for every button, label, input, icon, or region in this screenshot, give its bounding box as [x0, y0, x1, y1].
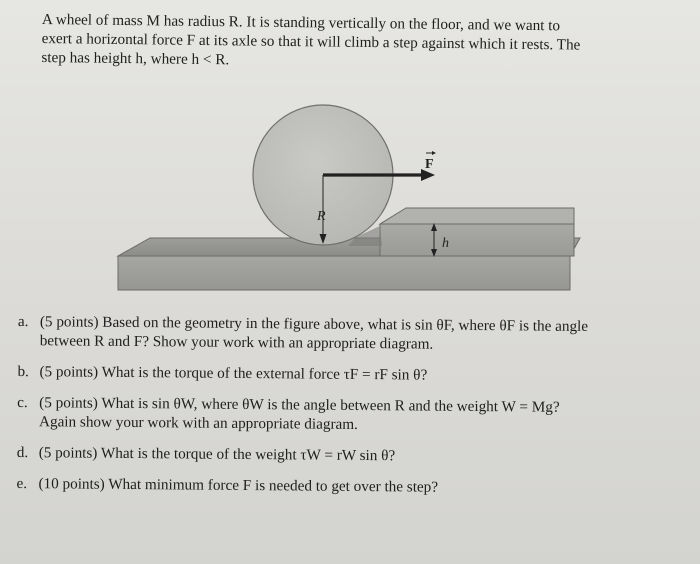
question-text	[39, 393, 687, 437]
question-b	[17, 362, 687, 387]
question-line: Again show your work with an appropriate diagram.	[38, 413, 358, 433]
intro-line: exert a horizontal force F at its axle so that it will climb a step against which it rests. The	[41, 29, 581, 54]
question-line: (5 points) Based on the geometry in the figure above, what is sin θF, where θF is the angle	[39, 313, 589, 335]
intro-line: step has height h, where h < R.	[41, 48, 230, 69]
questions-list	[16, 312, 688, 511]
question-line: (5 points) What is sin θW, where θW is the angle between R and the weight W = Mg?	[39, 394, 560, 416]
question-label: b.	[17, 362, 29, 381]
question-label: d.	[16, 443, 29, 462]
question-label: e.	[16, 474, 28, 493]
question-line: (5 points) What is the torque of the external force τF = rF sin θ?	[39, 363, 428, 384]
question-line: (10 points) What minimum force F is needed to get over the step?	[38, 475, 439, 496]
question-d	[17, 443, 687, 468]
force-vector-bar-tip	[432, 151, 436, 155]
height-label: h	[442, 236, 449, 251]
intro-line: A wheel of mass M has radius R. It is standing vertically on the floor, and we want to	[41, 10, 561, 35]
floor-front	[118, 256, 570, 290]
radius-label: R	[317, 209, 326, 224]
question-text	[39, 362, 687, 387]
problem-intro	[41, 10, 682, 75]
question-a	[18, 312, 688, 356]
step-top	[380, 208, 574, 224]
question-label: a.	[17, 312, 29, 331]
question-line: (5 points) What is the torque of the weight τW = rW sin θ?	[38, 444, 396, 465]
question-e	[16, 474, 686, 499]
force-label: F	[425, 157, 434, 172]
question-c	[17, 393, 687, 437]
wheel-step-figure	[110, 98, 590, 298]
step-front	[380, 224, 574, 256]
question-text	[40, 312, 688, 356]
question-text	[39, 443, 687, 468]
question-line: between R and F? Show your work with an appropriate diagram.	[39, 332, 434, 353]
question-label: c.	[17, 393, 28, 412]
question-text	[38, 474, 686, 499]
